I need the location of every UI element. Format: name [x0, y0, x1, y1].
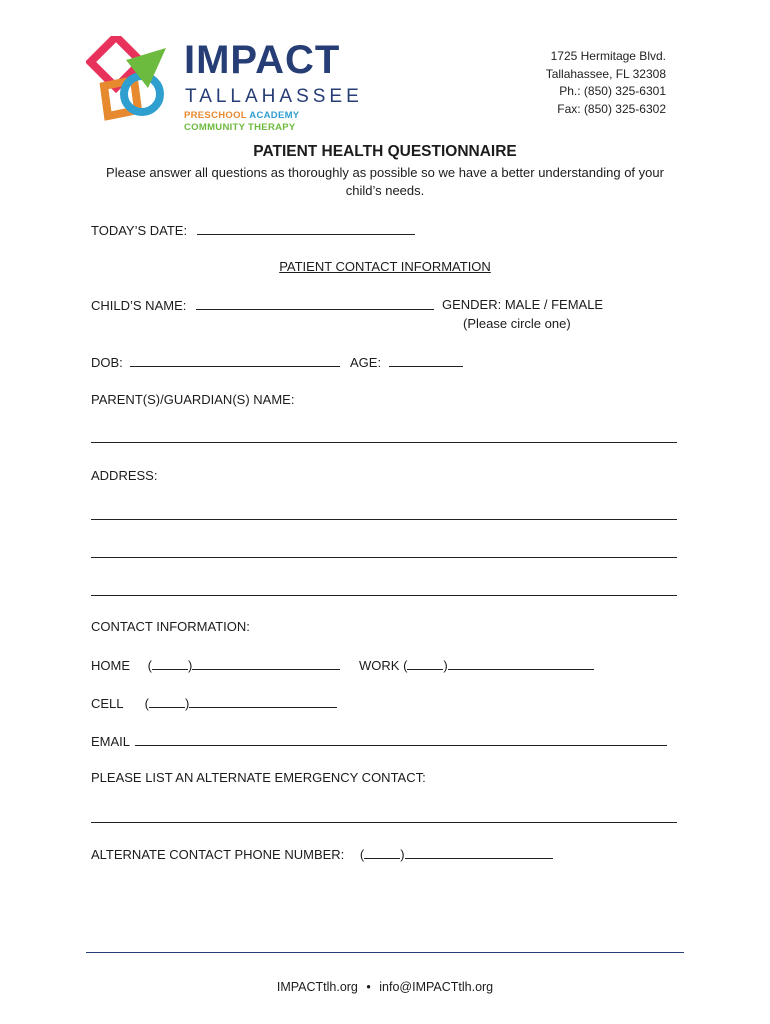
cell-phone-row [91, 695, 337, 712]
brand-tagline [184, 110, 348, 134]
guardian-name-line[interactable] [91, 442, 677, 443]
todays-date-field[interactable] [197, 222, 415, 235]
alternate-phone-field[interactable] [405, 846, 553, 859]
todays-date-row [91, 222, 415, 239]
phone-line: Ph.: (850) 325-6301 [559, 84, 666, 98]
tagline-preschool: PRESCHOOL [184, 110, 247, 121]
cell-label: CELL [91, 696, 124, 711]
brand-city: TALLAHASSEE [185, 86, 363, 107]
age-field[interactable] [389, 354, 463, 367]
work-label: WORK [359, 658, 400, 673]
childs-name-label: CHILD’S NAME: [91, 298, 187, 313]
paren-open: ( [147, 658, 152, 673]
dob-field[interactable] [130, 354, 340, 367]
logo [86, 36, 363, 133]
paren-open: ( [403, 658, 408, 673]
guardian-label: PARENT(S)/GUARDIAN(S) NAME: [91, 392, 295, 407]
address-line-3[interactable] [91, 595, 677, 596]
age-label: AGE: [350, 355, 382, 370]
alternate-contact-line[interactable] [91, 822, 677, 823]
gender-label[interactable]: GENDER: MALE / FEMALE [442, 297, 604, 312]
alternate-phone-row [91, 846, 553, 863]
paren-close: ) [400, 847, 405, 862]
childs-name-row [91, 297, 434, 314]
contact-info-label: CONTACT INFORMATION: [91, 619, 250, 634]
contact-section-heading: PATIENT CONTACT INFORMATION [279, 259, 491, 274]
paren-open: ( [144, 696, 150, 711]
home-phone-row [91, 657, 340, 674]
footer-divider [86, 952, 684, 953]
email-label: EMAIL [91, 734, 130, 749]
dob-label: DOB: [91, 355, 123, 370]
alternate-contact-label: PLEASE LIST AN ALTERNATE EMERGENCY CONTACT: [91, 770, 426, 785]
cell-phone-field[interactable] [189, 695, 337, 708]
gender-note: (Please circle one) [463, 316, 571, 331]
address-line-2[interactable] [91, 557, 677, 558]
home-label: HOME [91, 658, 130, 673]
footer-separator: • [366, 980, 371, 994]
form-intro: Please answer all questions as thoroughly as possible so we have a better understanding of your child’s needs. [106, 165, 664, 198]
paren-close: ) [443, 658, 448, 673]
email-field[interactable] [135, 733, 667, 746]
footer-website-link[interactable]: IMPACTtlh.org [276, 980, 358, 994]
clinic-address [546, 48, 666, 118]
paren-open: ( [359, 847, 365, 862]
address-line: 1725 Hermitage Blvd. [550, 49, 666, 63]
dob-row [91, 354, 340, 371]
brand-name: IMPACT [184, 38, 341, 82]
fax-line: Fax: (850) 325-6302 [557, 101, 666, 116]
work-phone-row [359, 657, 594, 674]
footer [0, 980, 770, 994]
address-line-1[interactable] [91, 519, 677, 520]
alternate-area-code-field[interactable] [364, 846, 400, 859]
logo-mark-icon [86, 36, 182, 126]
address-line: Tallahassee, FL 32308 [545, 66, 666, 81]
form-title: PATIENT HEALTH QUESTIONNAIRE [253, 143, 517, 160]
work-phone-field[interactable] [448, 657, 594, 670]
email-row [91, 733, 667, 750]
home-phone-field[interactable] [192, 657, 340, 670]
paren-close: ) [187, 658, 193, 673]
paren-close: ) [185, 696, 190, 711]
address-label: ADDRESS: [91, 468, 158, 483]
work-area-code-field[interactable] [407, 657, 443, 670]
todays-date-label: TODAY’S DATE: [91, 223, 188, 238]
tagline-academy: ACADEMY [249, 110, 300, 121]
home-area-code-field[interactable] [152, 657, 188, 670]
alternate-phone-label: ALTERNATE CONTACT PHONE NUMBER: [91, 847, 345, 862]
footer-email-link[interactable]: info@IMPACTtlh.org [379, 980, 494, 994]
tagline-community-therapy: COMMUNITY THERAPY [184, 122, 296, 133]
age-row [350, 354, 463, 371]
childs-name-field[interactable] [196, 297, 434, 310]
cell-area-code-field[interactable] [149, 695, 185, 708]
